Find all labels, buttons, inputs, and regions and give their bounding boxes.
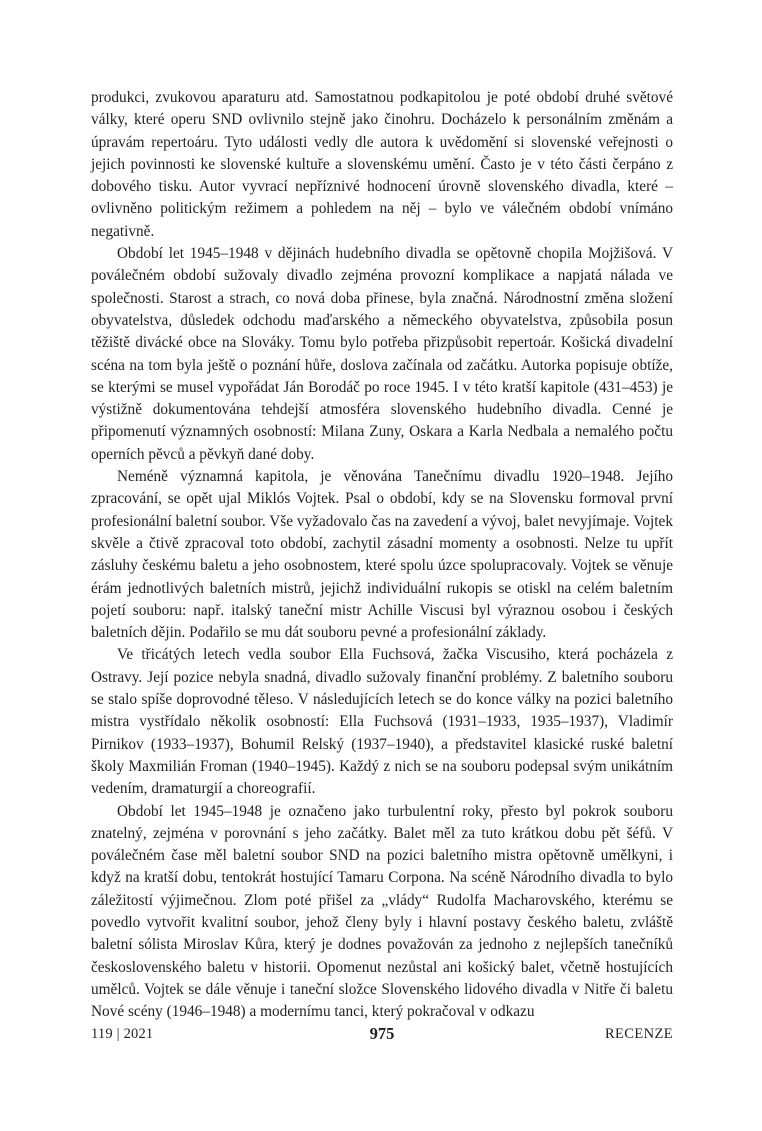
issue-number: 119 | 2021 [91, 1026, 154, 1042]
section-label: RECENZE [604, 1026, 673, 1042]
body-text [91, 87, 673, 1023]
paragraph: Období let 1945–1948 je označeno jako turbulentní roky, přesto byl pokrok souboru znatelný, zejména v porovnání s jeho začátky. Balet měl za tuto krátkou dobu pět šéfů. V poválečném čase měl baletní soubor SND na pozici baletního mistra opětovně umělkyni, i když na kratší dobu, tentokrát hostující Tamaru Corpona. Na scéně Národního divadla to bylo záležitostí výjimečnou. Zlom poté přišel za „vlády“ Rudolfa Macharovského, kterému se povedlo vytvořit kvalitní soubor, jehož členy byly i hlavní postavy českého baletu, zvláště baletní sólista Miroslav Kůra, který je dodnes považován za jednoho z nejlepších tanečníků československého baletu v historii. Opomenut nezůstal ani košický balet, včetně hostujících umělců. Vojtek se dále věnuje i taneční složce Slovenského lidového divadla v Nitře či baletu Nové scény (1946–1948) a modernímu tanci, který pokračoval v odkazu [91, 802, 673, 1021]
page-footer [91, 1026, 673, 1050]
page-number: 975 [369, 1024, 395, 1043]
paragraph: Neméně významná kapitola, je věnována Tanečnímu divadlu 1920–1948. Jejího zpracování, se opět ujal Miklós Vojtek. Psal o období, kdy se na Slovensku formoval první profesionální baletní soubor. Vše vyžadovalo čas na zavedení a vývoj, balet nevyjímaje. Vojtek skvěle a čtivě zpracoval toto období, zachytil zásadní momenty a osobnosti. Nelze tu upřít zásluhy českému baletu a jeho osobnostem, které spolu úzce spolupracovaly. Vojtek se věnuje érám jednotlivých baletních mistrů, jejichž individuální rukopis se otiskl na celém baletním pojetí souboru: např. italský taneční mistr Achille Viscusi byl výraznou osobou i českých baletních dějin. Podařilo se mu dát souboru pevné a profesionální základy. [91, 468, 673, 642]
paragraph: Ve třicátých letech vedla soubor Ella Fuchsová, žačka Viscusiho, která pocházela z Ostravy. Její pozice nebyla snadná, divadlo sužovaly finanční problémy. Z baletního souboru se stalo spíše doprovodné těleso. V následujících letech se do konce války na pozici baletního mistra vystřídalo několik osobností: Ella Fuchsová (1931–1933, 1935–1937), Vladimír Pirnikov (1933–1937), Bohumil Relský (1937–1940), a představitel klasické ruské baletní školy Maxmilián Froman (1940–1945). Každý z nich se na souboru podepsal svým unikátním vedením, dramaturgií a choreografií. [91, 646, 673, 798]
paragraph: produkci, zvukovou aparaturu atd. Samostatnou podkapitolou je poté období druhé světové války, které operu SND ovlivnilo stejně jako činohru. Docházelo k personálním změnám a úpravám repertoáru. Tyto události vedly dle autora k uvědomění si slovenské veřejnosti o jejich povinnosti ke slovenské kultuře a slovenskému umění. Často je v této části čerpáno z dobového tisku. Autor vyvrací nepříznivé hodnocení úrovně slovenského divadla, které – ovlivněno politickým režimem a pohledem na něj – bylo ve válečném období vnímáno negativně. [91, 89, 673, 240]
paragraph: Období let 1945–1948 v dějinách hudebního divadla se opětovně chopila Mojžišová. V poválečném období sužovaly divadlo zejména provozní komplikace a napjatá nálada ve společnosti. Starost a strach, co nová doba přinese, byla značná. Národnostní změna složení obyvatelstva, důsledek odchodu maďarského a německého obyvatelstva, způsobila posun těžiště divácké obce na Slováky. Tomu bylo potřeba přizpůsobit repertoár. Košická divadelní scéna na tom byla ještě o poznání hůře, doslova začínala od začátku. Autorka popisuje obtíže, se kterými se musel vypořádat Ján Borodáč po roce 1945. I v této kratší kapitole (431–453) je výstižně dokumentována tehdejší atmosféra slovenského hudebního divadla. Cenné je připomenutí významných osobností: Milana Zuny, Oskara a Karla Nedbala a nemalého počtu operních pěvců a pěvkyň dané doby. [91, 245, 673, 463]
